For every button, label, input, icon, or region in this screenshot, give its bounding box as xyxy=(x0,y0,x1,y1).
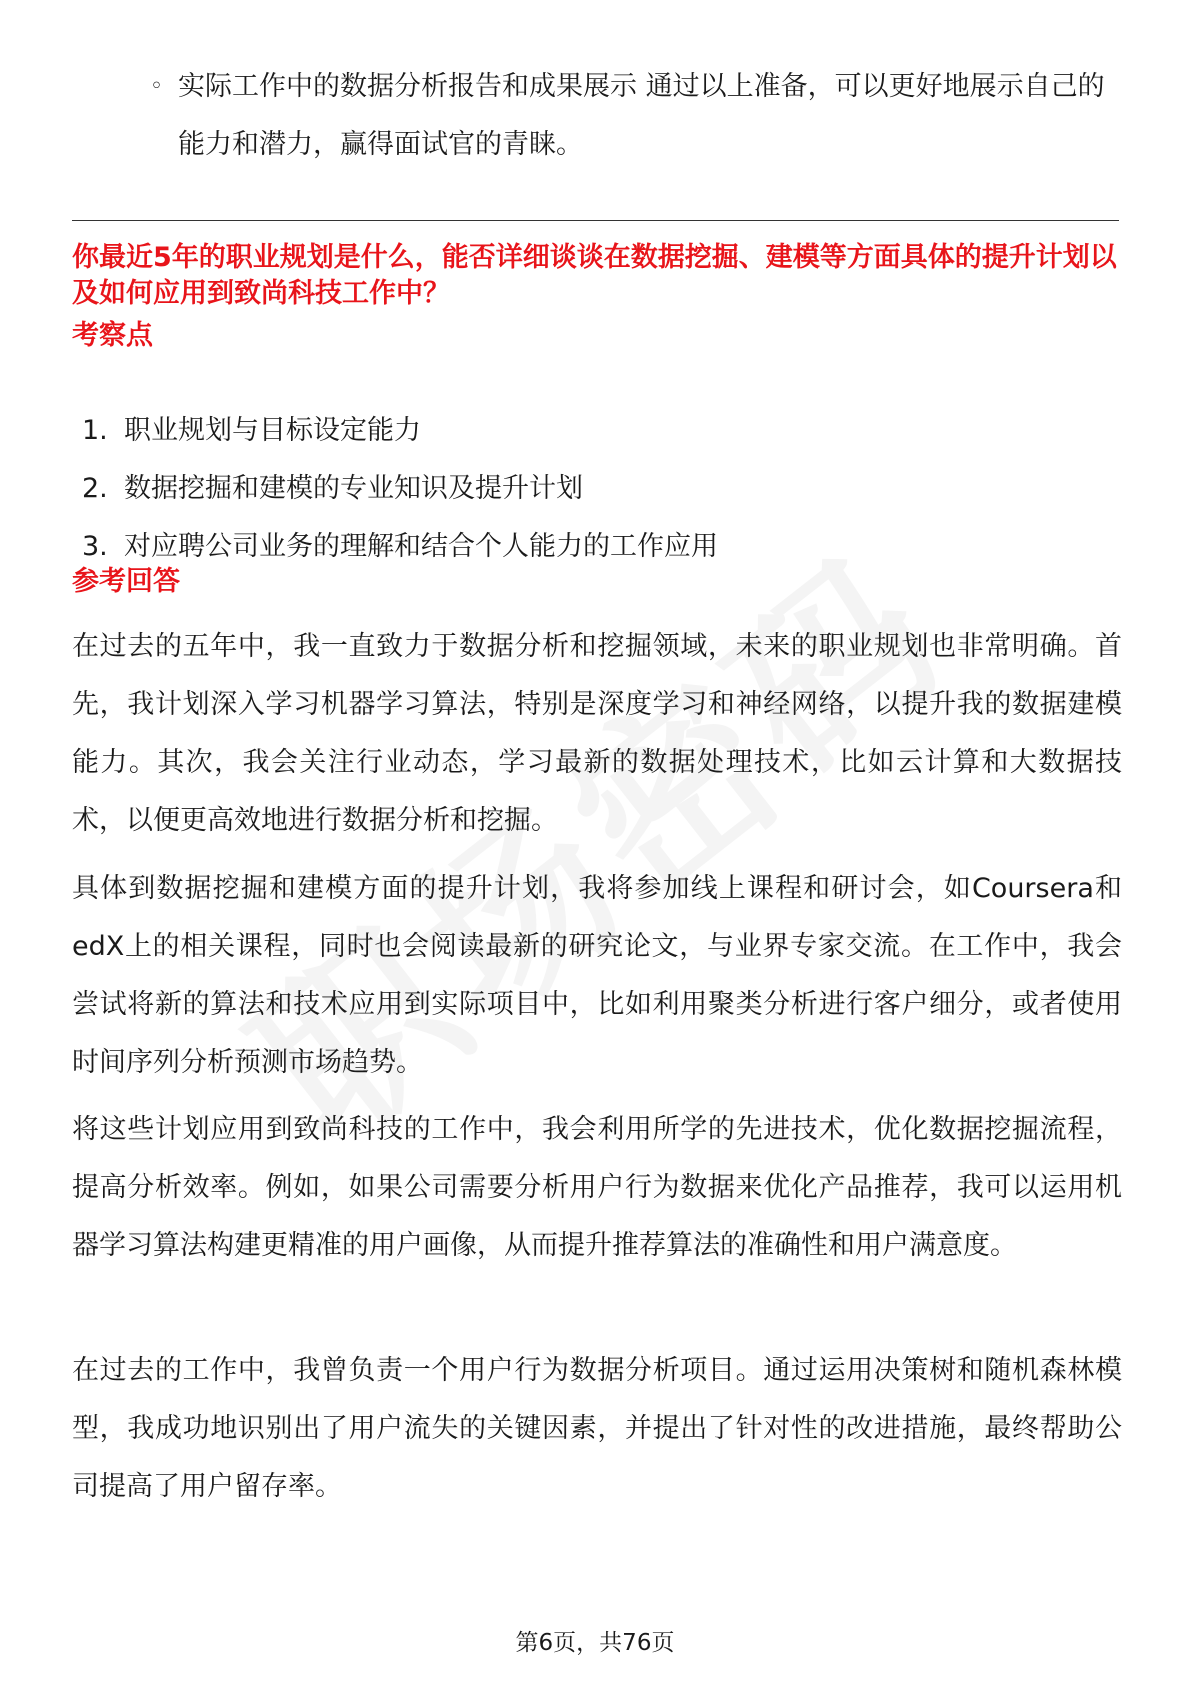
focus-point xyxy=(82,402,718,460)
answer-paragraph: 具体到数据挖掘和建模方面的提升计划，我将参加线上课程和研讨会，如Coursera和edX上的相关课程，同时也会阅读最新的研究论文，与业界专家交流。在工作中，我会尝试将新的算法和技术应用到实际项目中，比如利用聚类分析进行客户细分，或者使用时间序列分析预测市场趋势。 xyxy=(72,873,1122,1078)
continuation-bullet xyxy=(150,58,1130,174)
list-number: 1. xyxy=(82,415,108,446)
list-number: 3. xyxy=(82,531,108,562)
focus-point-text: 职业规划与目标设定能力 xyxy=(124,415,421,446)
focus-point-text: 数据挖掘和建模的专业知识及提升计划 xyxy=(124,473,583,504)
focus-point-text: 对应聘公司业务的理解和结合个人能力的工作应用 xyxy=(124,531,718,562)
answer-paragraph: 在过去的工作中，我曾负责一个用户行为数据分析项目。通过运用决策树和随机森林模型，我成功地识别出了用户流失的关键因素，并提出了针对性的改进措施，最终帮助公司提高了用户留存率。 xyxy=(72,1355,1122,1502)
interview-question: 你最近5年的职业规划是什么，能否详细谈谈在数据挖掘、建模等方面具体的提升计划以及如何应用到致尚科技工作中？ xyxy=(72,242,1117,309)
focus-points-list xyxy=(82,402,718,576)
bullet-text: 实际工作中的数据分析报告和成果展示 通过以上准备，可以更好地展示自己的能力和潜力，赢得面试官的青睐。 xyxy=(178,71,1105,160)
answer-paragraph: 在过去的五年中，我一直致力于数据分析和挖掘领域，未来的职业规划也非常明确。首先，我计划深入学习机器学习算法，特别是深度学习和神经网络，以提升我的数据建模能力。其次，我会关注行业动态，学习最新的数据处理技术，比如云计算和大数据技术，以便更高效地进行数据分析和挖掘。 xyxy=(72,631,1122,836)
list-number: 2. xyxy=(82,473,108,504)
answer-paragraph: 将这些计划应用到致尚科技的工作中，我会利用所学的先进技术，优化数据挖掘流程，提高分析效率。例如，如果公司需要分析用户行为数据来优化产品推荐，我可以运用机器学习算法构建更精准的用户画像，从而提升推荐算法的准确性和用户满意度。 xyxy=(72,1114,1122,1261)
section-divider xyxy=(72,220,1119,221)
hollow-bullet-icon: ◦ xyxy=(150,74,163,99)
focus-point xyxy=(82,460,718,518)
page-number: 第6页，共76页 xyxy=(515,1630,675,1656)
focus-heading: 考察点 xyxy=(72,320,153,351)
answer-heading: 参考回答 xyxy=(72,566,180,597)
